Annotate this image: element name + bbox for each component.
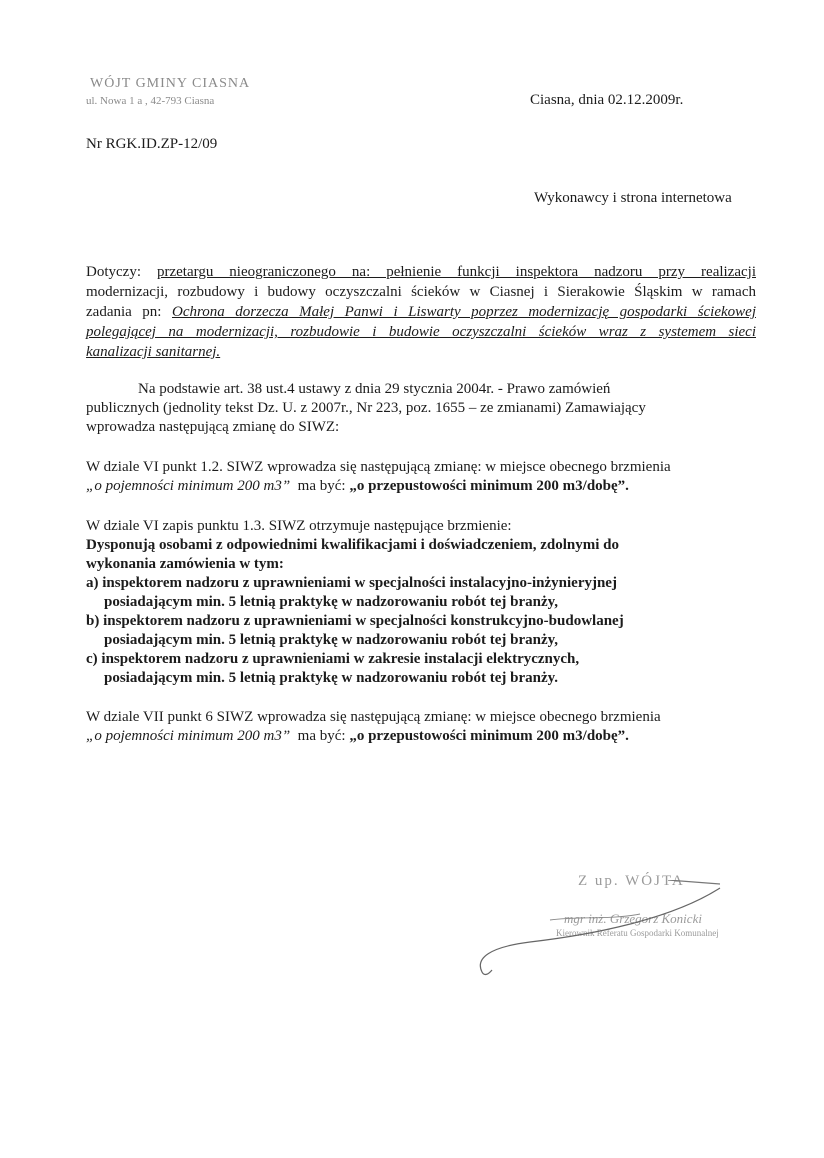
issuer-stamp-address: ul. Nowa 1 a , 42-793 Ciasna xyxy=(86,95,215,107)
change-1-old: „o pojemności minimum 200 m3” xyxy=(86,478,291,494)
change-3 xyxy=(86,708,776,746)
basis-line-3: wprowadza następującą zmianę do SIWZ: xyxy=(86,419,340,435)
change-1 xyxy=(86,458,776,496)
legal-basis xyxy=(86,380,756,437)
basis-line-2: publicznych (jednolity tekst Dz. U. z 2007r., Nr 223, poz. 1655 – ze zmianami) Zamawiający xyxy=(86,400,646,416)
change-1-intro: W dziale VI punkt 1.2. SIWZ wprowadza się następującą zmianę: w miejsce obecnego brzmienia xyxy=(86,459,671,475)
list-item-b-line-2: posiadającym min. 5 letnią praktykę w nadzorowaniu robót tej branży, xyxy=(104,632,559,648)
subject-block xyxy=(86,262,756,362)
handwritten-signature-icon xyxy=(470,880,730,980)
subject-title: przetargu nieograniczonego na: pełnienie funkcji inspektora nadzoru przy realizacji xyxy=(156,264,756,280)
subject-line-2: modernizacji, rozbudowy i budowy oczyszczalni ścieków w Ciasnej i Sierakowie Śląskim w ramach xyxy=(86,284,756,300)
change-3-new: „o przepustowości minimum 200 m3/dobę”. xyxy=(349,728,629,744)
signature-title: Kierownik Referatu Gospodarki Komunalnej xyxy=(556,928,719,938)
signature-authority: Z up. WÓJTA xyxy=(578,873,685,889)
basis-line-1: Na podstawie art. 38 ust.4 ustawy z dnia 29 stycznia 2004r. - Prawo zamówień xyxy=(138,381,611,397)
list-item-a-line-2: posiadającym min. 5 letnią praktykę w nadzorowaniu robót tej branży, xyxy=(104,594,559,610)
recipient: Wykonawcy i strona internetowa xyxy=(534,190,732,206)
document-date: Ciasna, dnia 02.12.2009r. xyxy=(530,92,684,108)
change-2-bold-1: Dysponują osobami z odpowiednimi kwalifikacjami i doświadczeniem, zdolnymi do xyxy=(86,537,619,553)
change-1-detail xyxy=(86,477,776,496)
list-item-a-line-1: a) inspektorem nadzoru z uprawnieniami w specjalności instalacyjno-inżynieryjnej xyxy=(86,575,617,591)
task-name: Ochrona dorzecza Małej Panwi i Liswarty poprzez modernizację gospodarki ściekowej xyxy=(172,304,756,320)
change-3-old: „o pojemności minimum 200 m3” xyxy=(86,728,291,744)
subject-line-4: polegającej na modernizacji, rozbudowie i budowie oczyszczalni ścieków wraz z systemem sieci xyxy=(86,324,756,340)
signature-name: mgr inż. Grzegorz Konicki xyxy=(564,911,702,926)
change-3-detail xyxy=(86,727,776,746)
change-1-middle: ma być: xyxy=(297,478,346,494)
subject-line-5: kanalizacji sanitarnej. xyxy=(86,344,221,360)
list-item xyxy=(86,650,776,688)
change-2 xyxy=(86,517,776,688)
issuer-stamp-name: WÓJT GMINY CIASNA xyxy=(90,76,251,91)
change-3-intro: W dziale VII punkt 6 SIWZ wprowadza się następującą zmianę: w miejsce obecnego brzmienia xyxy=(86,709,661,725)
change-1-new: „o przepustowości minimum 200 m3/dobę”. xyxy=(349,478,629,494)
list-item-c-line-1: c) inspektorem nadzoru z uprawnieniami w zakresie instalacji elektrycznych, xyxy=(86,651,580,667)
task-prefix: zadania pn: xyxy=(86,304,162,320)
subject-line-1 xyxy=(86,262,756,282)
change-2-intro: W dziale VI zapis punktu 1.3. SIWZ otrzymuje następujące brzmienie: xyxy=(86,518,512,534)
list-item xyxy=(86,612,776,650)
list-item-c-line-2: posiadającym min. 5 letnią praktykę w nadzorowaniu robót tej branży. xyxy=(104,670,559,686)
change-2-bold-2: wykonania zamówienia w tym: xyxy=(86,556,284,572)
subject-line-3 xyxy=(86,302,756,322)
list-item xyxy=(86,574,776,612)
list-item-b-line-1: b) inspektorem nadzoru z uprawnieniami w specjalności konstrukcyjno-budowlanej xyxy=(86,613,624,629)
reference-number: Nr RGK.ID.ZP-12/09 xyxy=(86,136,218,152)
change-3-middle: ma być: xyxy=(297,728,346,744)
subject-label: Dotyczy: xyxy=(86,264,141,280)
